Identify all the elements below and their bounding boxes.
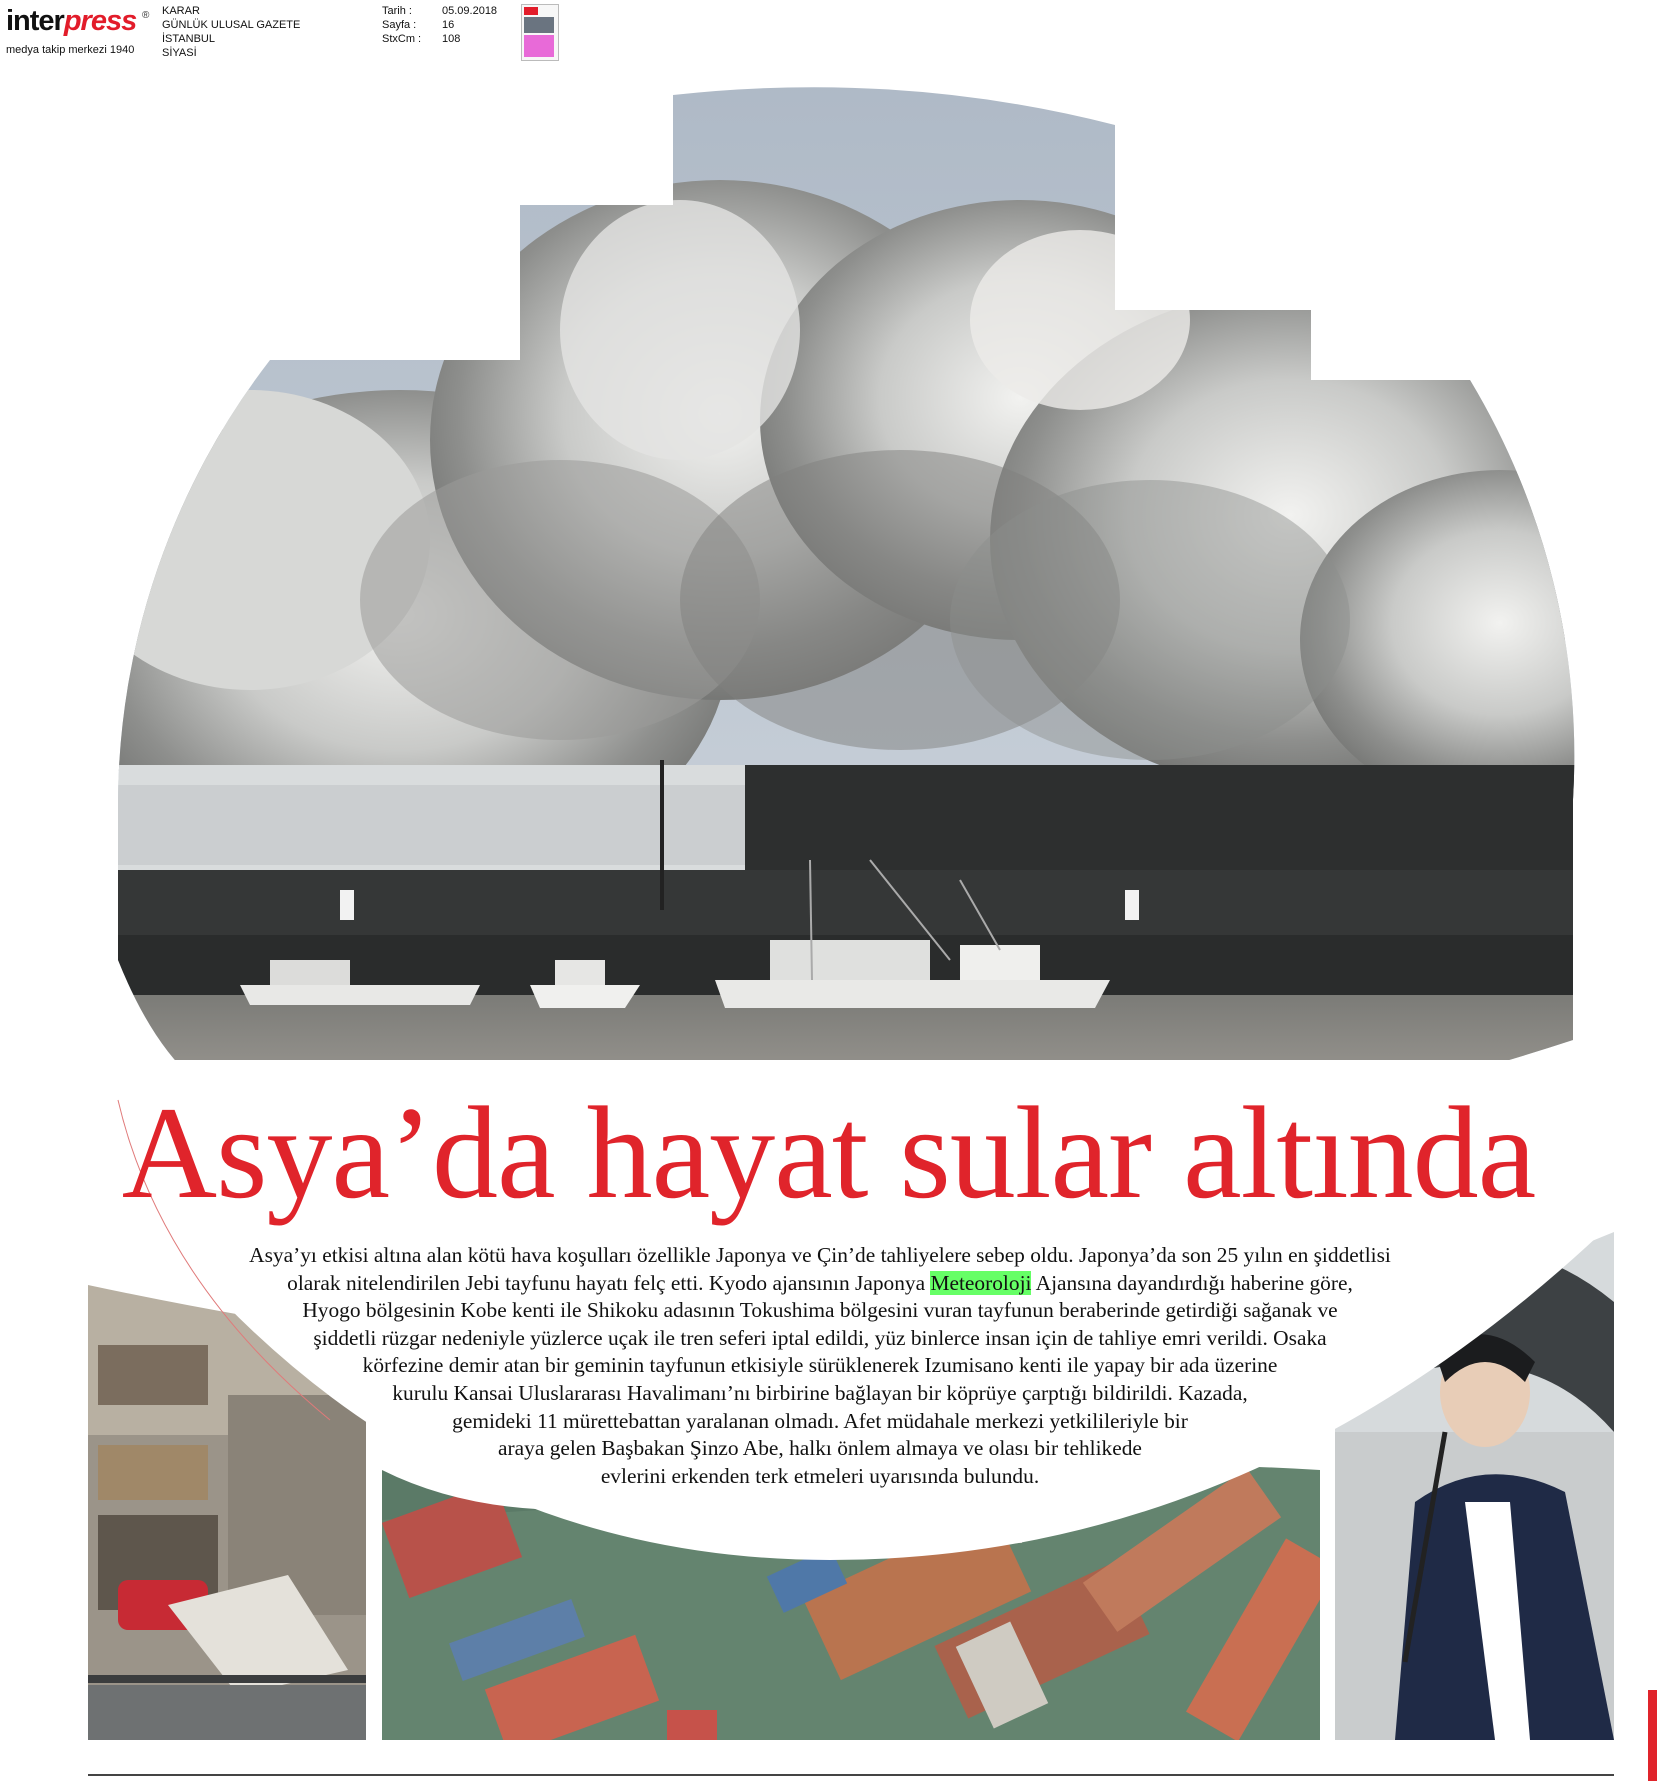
publication-name: KARAR — [162, 5, 200, 17]
body-line: kurulu Kansai Uluslararası Havalimanı’nı birbirine bağlayan bir köprüye çarptığı bildirildi. Kazada, — [392, 1380, 1248, 1405]
stxcm-label: StxCm : — [382, 33, 422, 45]
publication-category: SİYASİ — [162, 47, 197, 59]
page-label: Sayfa : — [382, 19, 417, 31]
red-edge-marker — [1648, 1690, 1657, 1781]
page-value: 16 — [442, 19, 455, 31]
body-line: araya gelen Başbakan Şinzo Abe, halkı önlem almaya ve olası bir tehlikede — [498, 1436, 1142, 1461]
date-label: Tarih : — [382, 5, 412, 17]
body-line: Asya’yı etkisi altına alan kötü hava koşulları özellikle Japonya ve Çin’de tahliyelere sebep oldu. Japonya’da son 25 yılın en şiddetlisi — [249, 1243, 1391, 1267]
publication-type: GÜNLÜK ULUSAL GAZETE — [162, 19, 301, 31]
bottom-divider — [88, 1774, 1614, 1776]
logo-text-press: press — [63, 5, 137, 37]
body-line: Hyogo bölgesinin Kobe kenti ile Shikoku adasının Tokushima bölgesini vuran tayfunun beraberinde getirdiği sağanak ve — [302, 1298, 1338, 1323]
date-value: 05.09.2018 — [442, 5, 498, 17]
article-body — [170, 1242, 1470, 1490]
logo-tagline: medya takip merkezi 1940 — [6, 44, 135, 56]
body-line: şiddetli rüzgar nedeniyle yüzlerce uçak ile tren seferi iptal edildi, yüz binlerce insan için de tahliye emri verildi. Osaka — [313, 1325, 1327, 1350]
logo-text-inter: inter — [6, 5, 64, 37]
article-headline: Asya’da hayat sular altında — [121, 1079, 1536, 1226]
publication-city: İSTANBUL — [162, 33, 215, 45]
body-line: körfezine demir atan bir geminin tayfunun etkisiyle sürüklenerek Izumisano kenti ile yapay bir ada üzerine — [362, 1353, 1278, 1378]
body-line: gemideki 11 mürettebattan yaralanan olmadı. Afet müdahale merkezi yetkilileriyle bir — [452, 1408, 1188, 1433]
body-line: evlerini erkenden terk etmeleri uyarısında bulundu. — [600, 1463, 1040, 1488]
registered-mark: ® — [142, 10, 150, 21]
highlighted-term: Meteoroloji — [930, 1270, 1032, 1295]
body-line: olarak nitelendirilen Jebi tayfunu hayatı felç etti. Kyodo ajansının Japonya Meteoroloji Ajansına dayandırdığı haberine göre, — [287, 1270, 1353, 1295]
stxcm-value: 108 — [442, 33, 461, 45]
